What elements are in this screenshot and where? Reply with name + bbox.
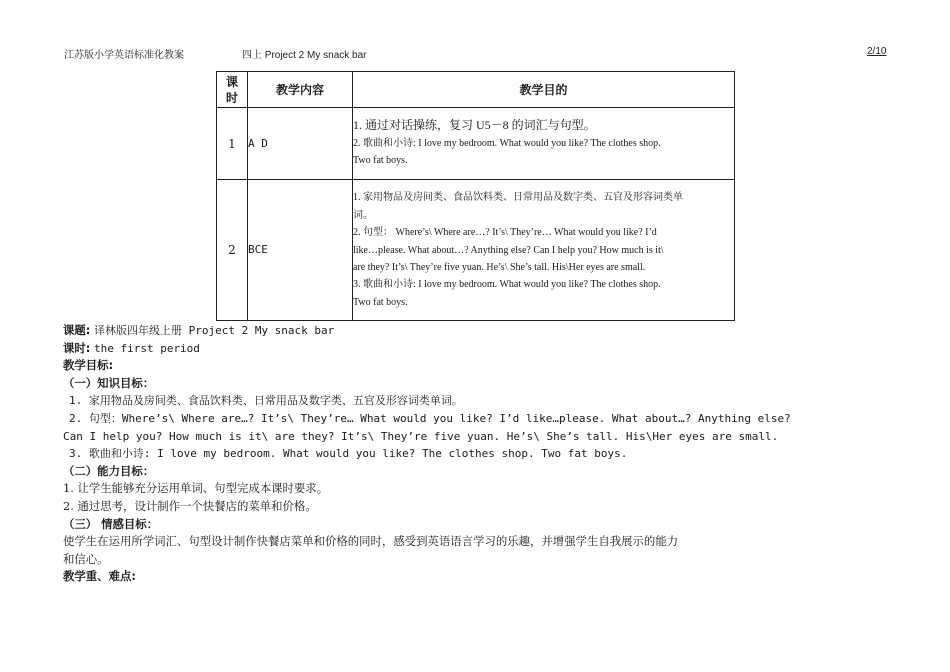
knowledge-heading: （一）知识目标： <box>63 375 155 390</box>
lesson-plan-table <box>216 71 735 320</box>
knowledge-item: 3. 歌曲和小诗: I love my bedroom. What would you like? The clothes shop. Two fat boys. <box>69 447 628 461</box>
goal-line: 3. 歌曲和小诗: I love my bedroom. What would you like? The clothes shop. <box>353 279 661 291</box>
table-bottom-rule <box>216 320 735 321</box>
goal-line: Two fat boys. <box>353 155 408 167</box>
goal-line: 2. 句型： Where’s\ Where are…? It’s\ They’re… What would you like? I’d <box>353 227 657 239</box>
header-doc-title: 江苏版小学英语标准化教案 <box>64 50 184 61</box>
emotion-text: 使学生在运用所学词汇、句型设计制作快餐店菜单和价格的同时，感受到英语语言学习的乐趣，并增强学生自我展示的能力 <box>63 534 679 549</box>
period-line <box>63 340 893 358</box>
lesson-body <box>63 322 893 586</box>
goal-line: like…please. What about…? Anything else? Can I help you? How much is it\ <box>353 244 664 256</box>
row-content: BCE <box>248 180 353 320</box>
period-label: 课时: <box>63 340 91 355</box>
goal-line: 1. 家用物品及房间类、食品饮料类、日常用品及数字类、五官及形容词类单 <box>353 192 683 204</box>
ability-item: 2. 通过思考，设计制作一个快餐店的菜单和价格。 <box>63 498 317 513</box>
row-content: A D <box>248 108 353 180</box>
key-points-heading: 教学重、难点: <box>63 569 136 584</box>
goal-line: 1. 通过对话操练，复习 U5－8 的词汇与句型。 <box>353 118 596 133</box>
topic-label: 课题: <box>63 323 91 337</box>
topic-value: 译林版四年级上册 Project 2 My snack bar <box>93 324 335 337</box>
objectives-heading: 教学目标: <box>63 358 114 373</box>
emotion-heading: （三） 情感目标： <box>63 516 159 531</box>
table-row <box>217 180 735 320</box>
knowledge-item: Can I help you? How much is it\ are they? It’s\ They’re five yuan. He’s\ She’s tall. His\Her eyes are small. <box>63 429 779 443</box>
knowledge-item: 1. 家用物品及房间类、食品饮料类、日常用品及数字类、五官及形容词类单词。 <box>69 394 463 408</box>
row-goals <box>353 108 735 180</box>
goal-line: 2. 歌曲和小诗: I love my bedroom. What would you like? The clothes shop. <box>353 137 661 149</box>
header-page-number: 2/10 <box>867 46 887 57</box>
col-header-goal: 教学目的 <box>353 72 735 108</box>
goal-line: 词。 <box>353 209 373 221</box>
period-value: the first period <box>93 341 200 355</box>
row-goals <box>353 180 735 320</box>
goal-line: Two fat boys. <box>353 296 408 308</box>
ability-item: 1. 让学生能够充分运用单词、句型完成本课时要求。 <box>63 481 329 496</box>
goal-line: are they? It’s\ They’re five yuan. He’s\ She’s tall. His\Her eyes are small. <box>353 261 646 273</box>
topic-line <box>63 322 893 340</box>
emotion-text: 和信心。 <box>63 551 109 566</box>
ability-heading: （二）能力目标： <box>63 463 155 478</box>
table-header-row <box>217 72 735 108</box>
row-period: 2 <box>217 180 248 320</box>
table-row <box>217 108 735 180</box>
header-unit-title: 四上 Project 2 My snack bar <box>242 50 367 61</box>
col-header-content: 教学内容 <box>248 72 353 108</box>
col-header-period: 课 时 <box>217 72 248 108</box>
knowledge-item: 2. 句型：Where’s\ Where are…? It’s\ They’re… What would you like? I’d like…please. What about…? Anything else? <box>69 411 791 425</box>
row-period: 1 <box>217 108 248 180</box>
